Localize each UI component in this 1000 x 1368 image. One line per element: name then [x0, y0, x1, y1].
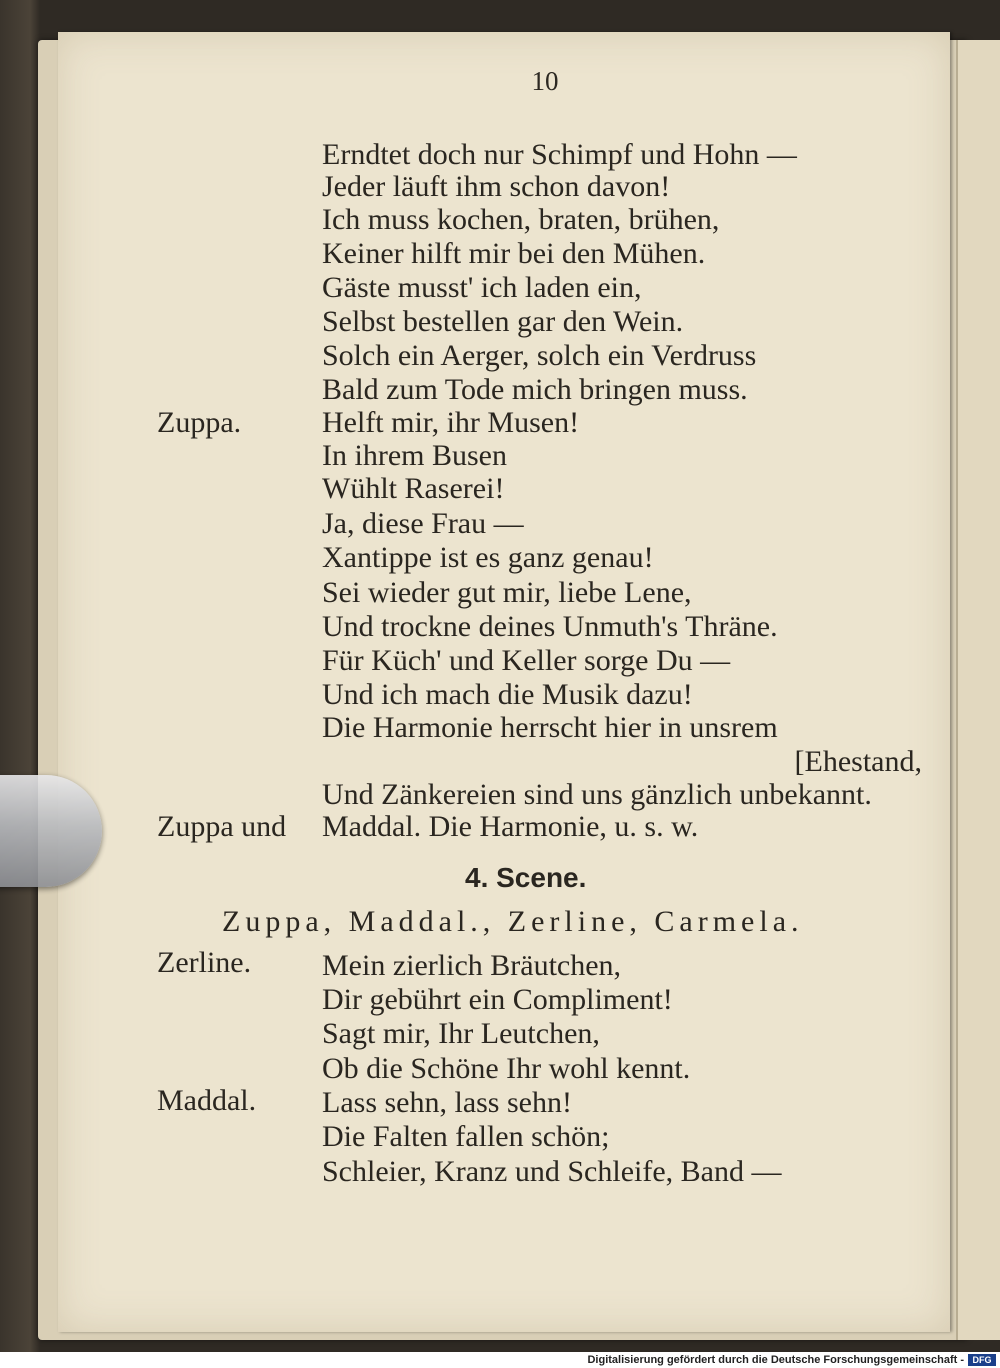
footer-bar [0, 1352, 1000, 1368]
text-line: Jeder läuft ihm schon davon! [322, 170, 671, 203]
text-line: Erndtet doch nur Schimpf und Hohn — [322, 138, 797, 171]
text-line: Keiner hilft mir bei den Mühen. [322, 237, 706, 270]
speaker-label: Maddal. [157, 1084, 257, 1117]
page-number: 10 [531, 66, 559, 96]
text-line: Sagt mir, Ihr Leutchen, [322, 1017, 600, 1050]
text-line: Und Zänkereien sind uns gänzlich unbekannt. [322, 778, 872, 811]
speaker-label: Zuppa. [157, 406, 242, 439]
text-line: Lass sehn, lass sehn! [322, 1086, 572, 1119]
text-line: Gäste musst' ich laden ein, [322, 271, 642, 304]
next-page-edge [956, 40, 1000, 1340]
text-line: Schleier, Kranz und Schleife, Band — [322, 1155, 782, 1188]
text-line: Sei wieder gut mir, liebe Lene, [322, 576, 692, 609]
text-line: Xantippe ist es ganz genau! [322, 541, 654, 574]
text-line: Wühlt Raserei! [322, 472, 505, 505]
text-line: Und ich mach die Musik dazu! [322, 678, 693, 711]
speaker-label: Zuppa und [157, 810, 287, 843]
scene-heading: 4. Scene. [465, 862, 587, 893]
text-line-continuation: [Ehestand, [794, 745, 922, 778]
text-line: Und trockne deines Unmuth's Thräne. [322, 610, 778, 643]
text-line: Die Harmonie herrscht hier in unsrem [322, 711, 778, 744]
text-line: Bald zum Tode mich bringen muss. [322, 373, 748, 406]
text-line: Ja, diese Frau — [322, 507, 524, 540]
text-line: Helft mir, ihr Musen! [322, 406, 580, 439]
dfg-logo: DFG [968, 1354, 996, 1366]
text-line: Solch ein Aerger, solch ein Verdruss [322, 339, 757, 372]
text-line: Dir gebührt ein Compliment! [322, 983, 673, 1016]
footer-credit: Digitalisierung gefördert durch die Deutsche Forschungsgemeinschaft - [587, 1354, 964, 1366]
scene-cast: Zuppa, Maddal., Zerline, Carmela. [222, 905, 804, 938]
text-line: Ich muss kochen, braten, brühen, [322, 203, 720, 236]
text-line: Für Küch' und Keller sorge Du — [322, 644, 731, 677]
text-line: Die Falten fallen schön; [322, 1120, 610, 1153]
text-line: Selbst bestellen gar den Wein. [322, 305, 684, 338]
text-line: Mein zierlich Bräutchen, [322, 949, 622, 982]
text-line: Maddal. Die Harmonie, u. s. w. [322, 810, 699, 843]
text-line: In ihrem Busen [322, 439, 507, 472]
text-line: Ob die Schöne Ihr wohl kennt. [322, 1052, 691, 1085]
speaker-label: Zerline. [157, 946, 252, 979]
